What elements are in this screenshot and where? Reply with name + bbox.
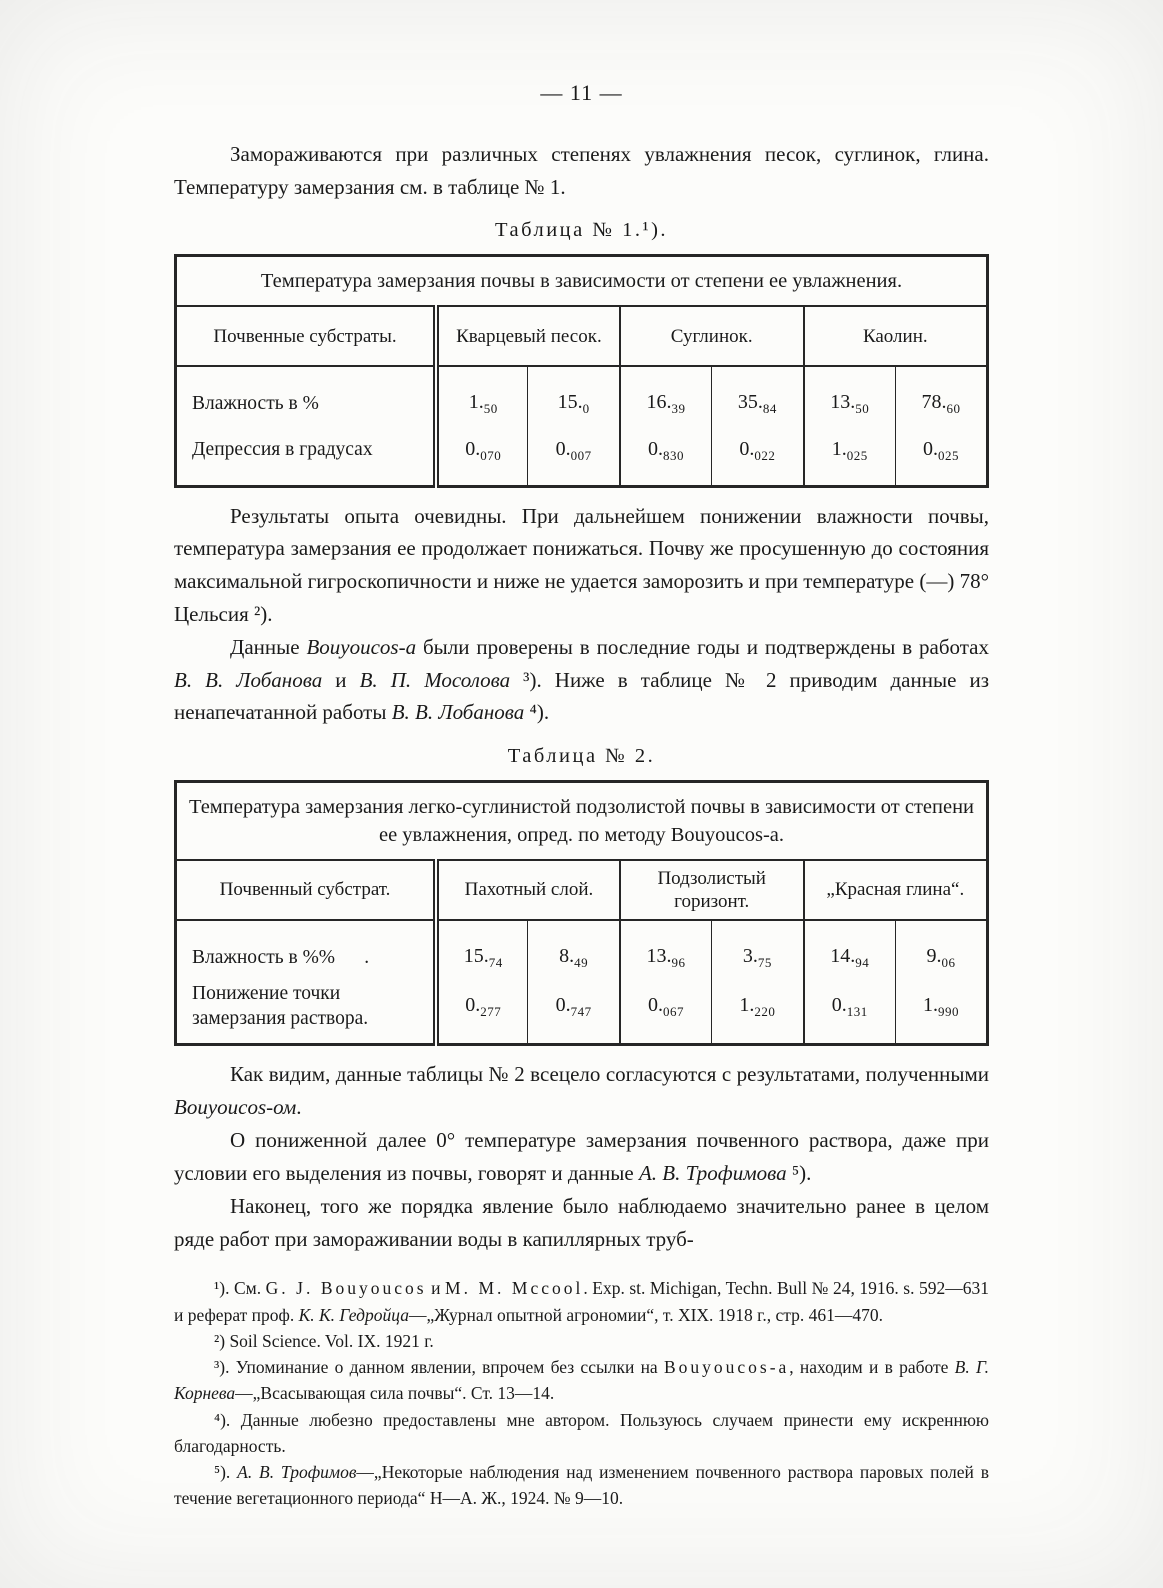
table1-depression-value [620, 428, 712, 486]
text-run: ⁵). [786, 1160, 812, 1185]
table1-title: Температура замерзания почвы в зависимости от степени ее увлажнения. [176, 256, 988, 307]
table2-moisture-value [712, 920, 804, 982]
value-main: 16. [646, 390, 672, 413]
value-main: 1. [831, 437, 847, 460]
table1-header-quartz-sand: Кварцевый песок. [436, 306, 620, 366]
text-run-spaced: G. J. Bouyoucos [265, 1278, 427, 1299]
value-main: 8. [559, 944, 575, 967]
value-sub: 50 [483, 400, 498, 416]
value-main: 0. [465, 437, 481, 460]
value-sub: 0 [582, 400, 590, 416]
table2-freezing-point-value [620, 982, 712, 1044]
text-run-italic: В. В. Лобанова [174, 667, 323, 692]
table1-depression-value [712, 428, 804, 486]
value-main: 15. [463, 944, 489, 967]
table2-freezing-point-value [712, 982, 804, 1044]
text-run-italic: Bouyoucos-а [306, 635, 417, 660]
text-run: и [426, 1278, 446, 1299]
page-number: — 11 — [540, 80, 623, 105]
text-run: , находим и в работе [789, 1357, 955, 1378]
table1-moisture-value [620, 366, 712, 428]
footnote-marker: ¹). [214, 1278, 234, 1299]
value-sub: 50 [855, 400, 870, 416]
table2-moisture-value [436, 920, 528, 982]
value-sub: 747 [570, 1003, 592, 1019]
value-sub: 49 [574, 954, 589, 970]
table2-moisture-value [620, 920, 712, 982]
value-sub: 39 [671, 400, 686, 416]
text-run: и [322, 667, 360, 692]
value-sub: 990 [938, 1003, 959, 1019]
value-main: 0. [465, 993, 481, 1016]
text-run: Soil Science. Vol. IX. 1921 г. [229, 1330, 434, 1351]
table1-caption: Таблица № 1.¹). [494, 219, 669, 242]
value-main: 0. [831, 993, 847, 1016]
value-main: 13. [830, 390, 856, 413]
value-main: 1. [468, 390, 484, 413]
paragraph-capillary-tubes: Наконец, того же порядка явление было наблюдаемо значительно ранее в целом ряде работ при замораживании воды в капиллярных труб- [174, 1194, 989, 1251]
value-sub: 75 [757, 954, 772, 970]
footnote-1 [174, 1275, 989, 1328]
footnotes-section [174, 1275, 989, 1511]
text-run: ³). Ниже в таблице № 2 приводим данные из ненапечатанной работы [174, 667, 989, 725]
value-sub: 96 [671, 954, 686, 970]
value-main: 13. [646, 944, 672, 967]
table2-title: Температура замерзания легко-суглинистой подзолистой почвы в зависимости от степени ее увлажнения, опред. по методу Bouyoucos-а. [176, 781, 988, 860]
footnote-2 [174, 1328, 989, 1354]
text-run-italic: А. В. Трофимов [237, 1462, 357, 1483]
table1-depression-value [895, 428, 987, 486]
value-main: 15. [557, 390, 583, 413]
value-sub: 067 [663, 1003, 685, 1019]
table2-freezing-point-label: Понижение точки замерзания раствора. [192, 983, 369, 1029]
value-main: 35. [737, 390, 763, 413]
table1-moisture-value [895, 366, 987, 428]
table1-header-kaolin: Каолин. [804, 306, 988, 366]
paragraph-results: Результаты опыта очевидны. При дальнейшем понижении влажности почвы, температура замерзания ее продолжает понижаться. Почву же просушенную до состояния максимальной гигроскопичности и ниже не удается заморозить и при температуре (—) 78° Цельсия ²). [174, 503, 990, 626]
value-sub: 277 [480, 1003, 502, 1019]
table2 [174, 780, 989, 1046]
value-main: 0. [648, 993, 664, 1016]
table1-moisture-value [436, 366, 528, 428]
text-run: —„Некоторые наблюдения над изменением почвенного раствора паровых полей в течение вегетационного периода“ Н—А. Ж., 1924. № 9—10. [174, 1462, 989, 1509]
value-main: 14. [830, 944, 856, 967]
text-run-italic: В. Г. Корнева [174, 1357, 989, 1404]
table2-moisture-label: Влажность в %% . [192, 946, 370, 968]
table1-depression-value [436, 428, 528, 486]
table1-moisture-label: Влажность в % [192, 392, 319, 414]
footnote-4 [174, 1407, 989, 1460]
value-sub: 60 [946, 400, 961, 416]
text-run: —„Журнал опытной агрономии“, т. XIX. 1918 г., стр. 461—470. [408, 1304, 884, 1325]
text-run: —„Всасывающая сила почвы“. Ст. 13—14. [235, 1383, 555, 1404]
text-run: См. [233, 1278, 266, 1299]
value-sub: 830 [663, 447, 684, 463]
table1 [174, 254, 989, 488]
value-main: 0. [739, 437, 755, 460]
paragraph-trofimov [174, 1124, 989, 1189]
value-main: 78. [921, 390, 947, 413]
footnote-3 [174, 1354, 989, 1407]
value-main: 0. [648, 437, 663, 460]
value-main: 0. [555, 993, 571, 1016]
value-sub: 022 [754, 447, 776, 463]
text-run-italic: В. П. Мосолова [359, 667, 511, 692]
text-run: Как видим, данные таблицы № 2 всецело согласуются с результатами, полученными [230, 1062, 989, 1087]
text-run-italic: К. К. Гедройца [298, 1304, 409, 1325]
table2-moisture-value [896, 920, 988, 982]
text-run: . [296, 1094, 302, 1119]
value-main: 9. [926, 944, 942, 967]
footnote-5 [174, 1459, 989, 1512]
value-sub: 025 [937, 447, 959, 463]
footnote-marker: ³). [214, 1357, 236, 1378]
value-sub: 025 [846, 447, 868, 463]
value-sub: 007 [570, 447, 592, 463]
table2-freezing-point-value [896, 982, 988, 1044]
text-run-italic: Bouyoucos-ом [174, 1094, 297, 1119]
text-run-spaced: Bouyoucos-а [663, 1357, 790, 1378]
text-run: ⁴). [524, 700, 550, 725]
table1-depression-value [528, 428, 620, 486]
footnote-marker: ⁴). [214, 1409, 241, 1430]
table2-moisture-value [528, 920, 620, 982]
page-content [174, 0, 989, 1512]
value-main: 1. [739, 993, 755, 1016]
table1-depression-label: Депрессия в градусах [192, 439, 373, 461]
value-main: 1. [923, 993, 938, 1016]
text-run: Данные [230, 635, 307, 660]
text-run: О пониженной далее 0° температуре замерзания почвенного раствора, даже при условии его выделения из почвы, говорят и данные [174, 1128, 989, 1185]
text-run-spaced: M. M. Mccool [445, 1278, 584, 1299]
table2-freezing-point-value [804, 982, 896, 1044]
text-run-italic: А. В. Трофимова [638, 1160, 787, 1185]
paragraph-bouyoucos-confirmed [174, 631, 989, 729]
table2-header-podzolic-horizon: Подзолистый горизонт. [620, 860, 804, 920]
footnote-marker: ⁵). [214, 1462, 238, 1483]
table2-header-substrate: Почвенный субстрат. [176, 860, 437, 920]
text-run: . Exp. st. Michigan, Techn. Bull № 24, 1916. s. 592—631 и реферат проф. [174, 1278, 989, 1325]
table2-freezing-point-value [528, 982, 620, 1044]
value-main: 0. [922, 437, 938, 460]
table1-header-loam: Суглинок. [620, 306, 804, 366]
table2-header-red-clay: „Красная глина“. [804, 860, 988, 920]
table1-moisture-value [804, 366, 896, 428]
text-run: Упоминание о данном явлении, впрочем без ссылки на [235, 1357, 664, 1378]
table1-moisture-value [528, 366, 620, 428]
value-sub: 070 [480, 447, 502, 463]
text-run: были проверены в последние годы и подтверждены в работах [416, 635, 990, 660]
text-run-italic: В. В. Лобанова [391, 700, 525, 725]
value-main: 3. [742, 944, 758, 967]
footnote-marker: ²) [214, 1330, 230, 1351]
table2-header-arable-layer: Пахотный слой. [436, 860, 620, 920]
table2-freezing-point-value [436, 982, 528, 1044]
value-sub: 220 [754, 1003, 776, 1019]
value-sub: 94 [855, 954, 870, 970]
table1-depression-value [804, 428, 896, 486]
value-sub: 06 [941, 954, 956, 970]
value-sub: 74 [488, 954, 503, 970]
paragraph-table2-conclusion [174, 1058, 989, 1123]
text-run: Данные любезно предоставлены мне автором. Пользуюсь случаем принести ему искреннюю благодарность. [174, 1409, 989, 1456]
table2-moisture-value [804, 920, 896, 982]
value-main: 0. [555, 437, 571, 460]
paragraph-intro: Замораживаются при различных степенях увлажнения песок, суглинок, глина. Температуру замерзания см. в таблице № 1. [174, 142, 989, 199]
value-sub: 84 [762, 400, 777, 416]
table2-caption: Таблица № 2. [507, 744, 656, 767]
table1-header-substrate: Почвенные субстраты. [176, 306, 437, 366]
value-sub: 131 [846, 1003, 868, 1019]
table1-moisture-value [712, 366, 804, 428]
